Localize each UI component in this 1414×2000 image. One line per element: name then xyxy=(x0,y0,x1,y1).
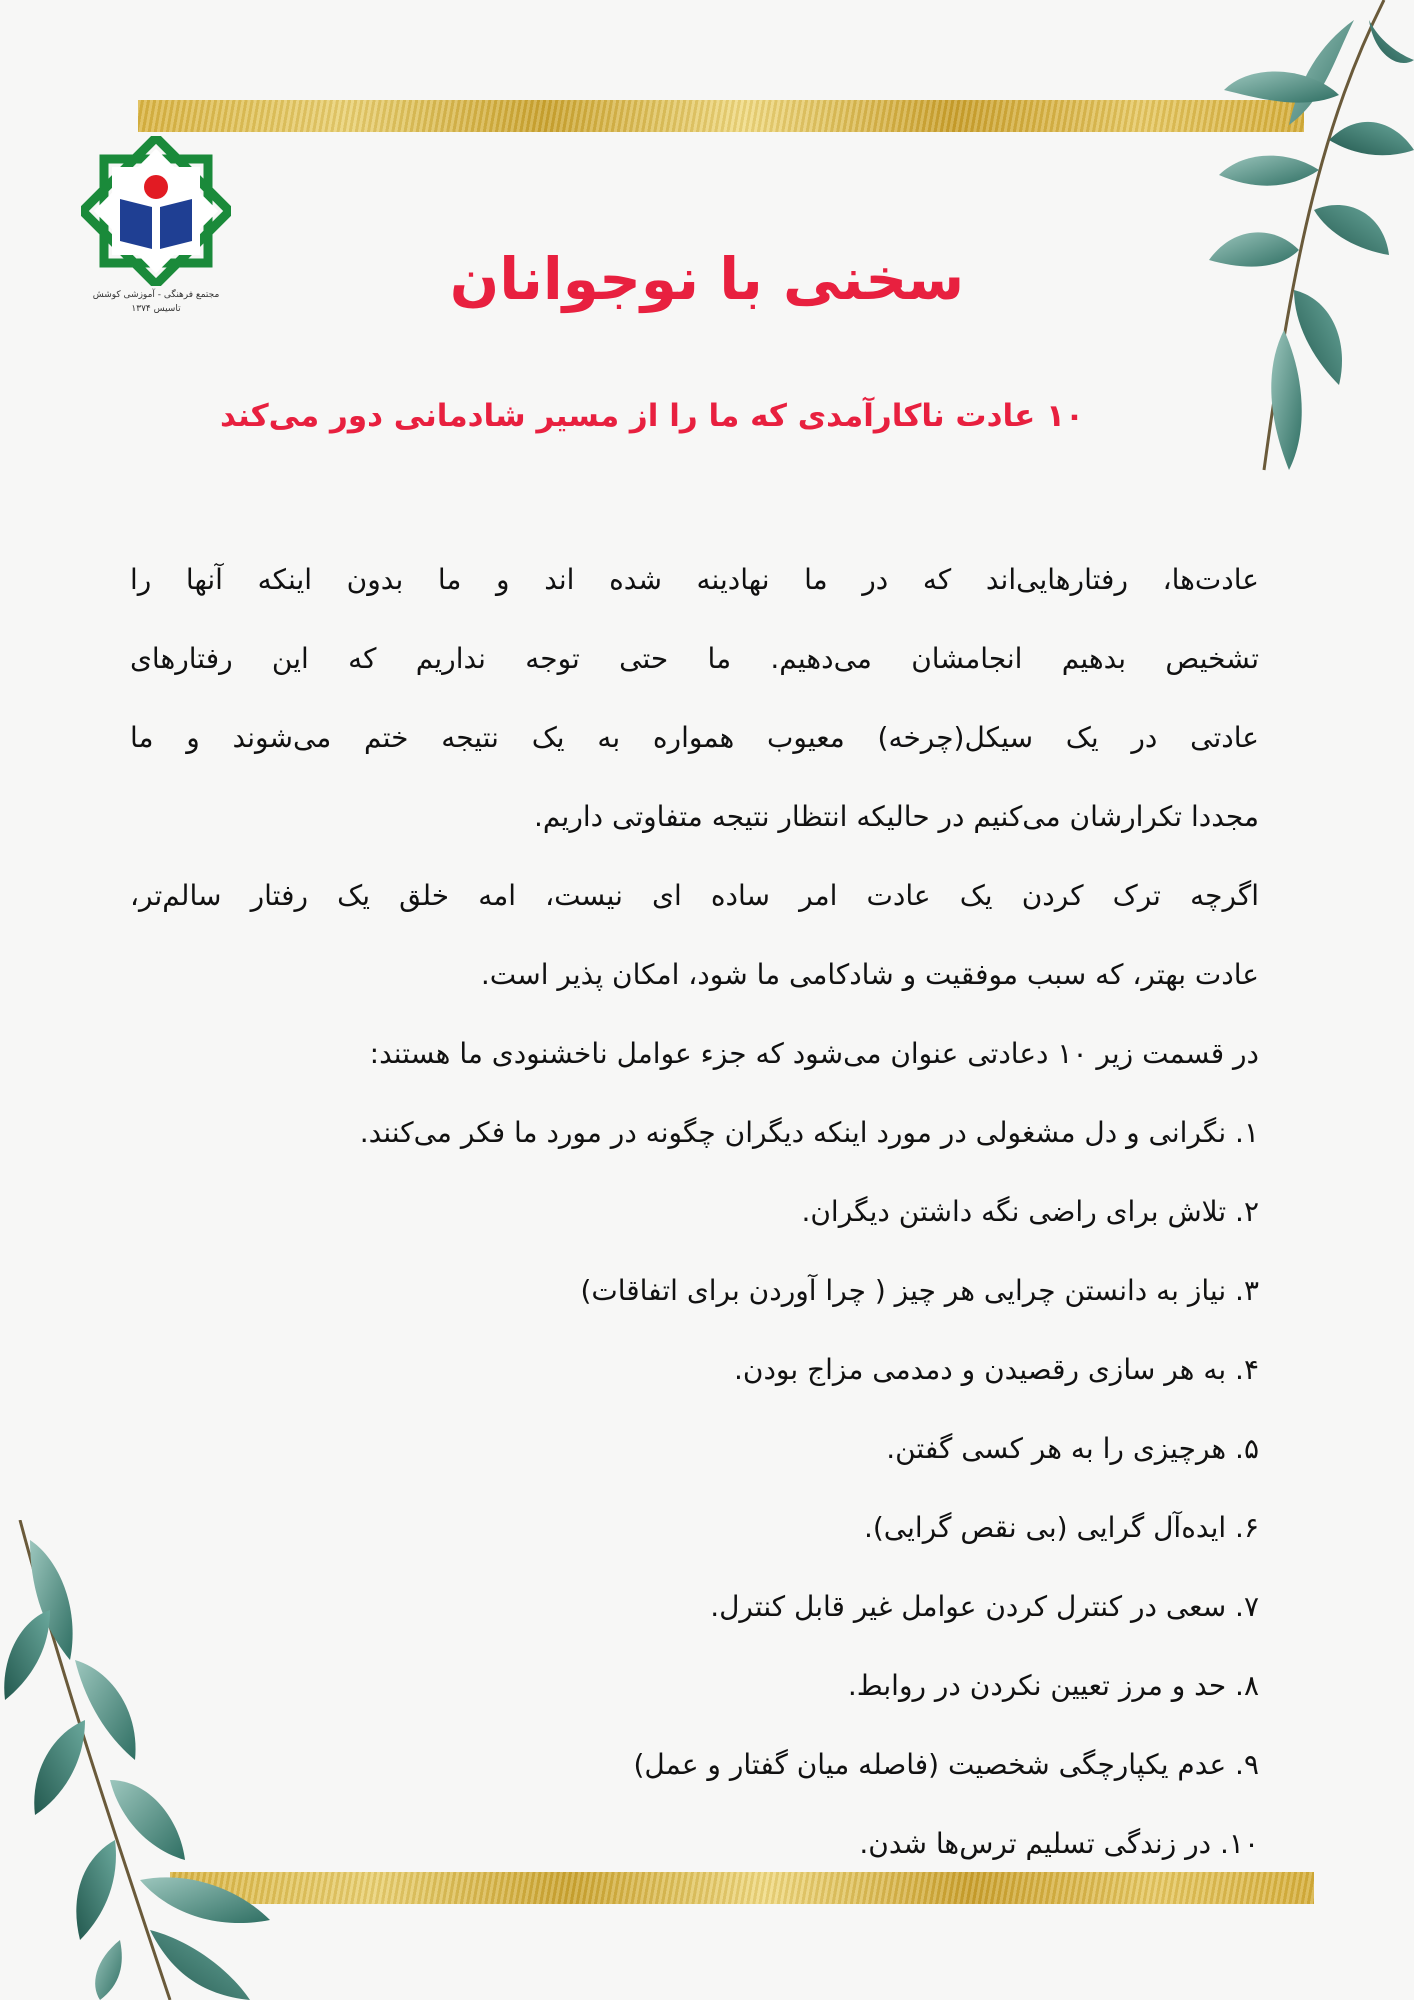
page-subtitle: ۱۰ عادت ناکارآمدی که ما را از مسیر شادمانی دور می‌کند xyxy=(220,398,1084,434)
logo-founded: تاسیس ۱۳۷۴ xyxy=(131,304,181,314)
page-title: سخنی با نوجوانان xyxy=(449,245,965,313)
paragraph-line: عادتی در یک سیکل(چرخه) معیوب همواره به یک نتیجه ختم می‌شوند و ما xyxy=(130,721,1259,754)
habit-item: ۲. تلاش برای راضی نگه داشتن دیگران. xyxy=(801,1195,1259,1228)
paragraph-line: تشخیص بدهیم انجامشان می‌دهیم. ما حتی توجه نداریم که این رفتارهای xyxy=(130,642,1259,675)
logo-name: مجتمع فرهنگی - آموزشی کوشش xyxy=(92,290,220,300)
habit-item: ۵. هرچیزی را به هر کسی گفتن. xyxy=(886,1432,1259,1465)
habit-item: ۶. ایده‌آل گرایی (بی نقص گرایی). xyxy=(863,1511,1259,1544)
paragraph-line: عادت بهتر، که سبب موفقیت و شادکامی ما شود، امکان پذیر است. xyxy=(480,958,1259,991)
habit-item: ۱. نگرانی و دل مشغولی در مورد اینکه دیگران چگونه در مورد ما فکر می‌کنند. xyxy=(359,1116,1259,1149)
habit-item: ۴. به هر سازی رقصیدن و دمدمی مزاج بودن. xyxy=(733,1353,1259,1386)
paragraph-line: مجددا تکرارشان می‌کنیم در حالیکه انتظار نتیجه متفاوتی داریم. xyxy=(534,800,1259,833)
paragraph-line: در قسمت زیر ۱۰ دعادتی عنوان می‌شود که جزء عوامل ناخشنودی ما هستند: xyxy=(369,1037,1259,1070)
habit-item: ۹. عدم یکپارچگی شخصیت (فاصله میان گفتار و عمل) xyxy=(633,1748,1259,1781)
habit-item: ۷. سعی در کنترل کردن عوامل غیر قابل کنترل. xyxy=(710,1590,1259,1623)
habit-item: ۱۰. در زندگی تسلیم ترس‌ها شدن. xyxy=(859,1827,1259,1860)
paragraph-line: عادت‌ها، رفتارهایی‌اند که در ما نهادینه شده اند و ما بدون اینکه آنها را xyxy=(130,563,1259,596)
paragraph-line: اگرچه ترک کردن یک عادت امر ساده ای نیست، امه خلق یک رفتار سالم‌تر، xyxy=(130,879,1259,912)
habit-item: ۳. نیاز به دانستن چرایی هر چیز ( چرا آوردن برای اتفاقات) xyxy=(580,1274,1259,1307)
article-body xyxy=(130,540,1259,1883)
habit-item: ۸. حد و مرز تعیین نکردن در روابط. xyxy=(847,1669,1259,1702)
